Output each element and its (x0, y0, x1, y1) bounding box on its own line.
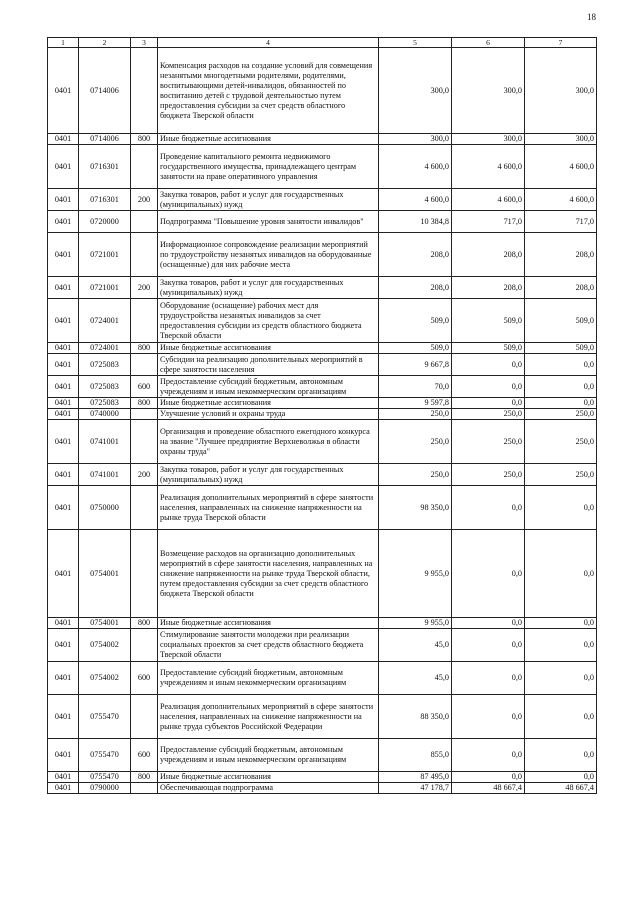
section-code-cell: 0401 (48, 354, 79, 376)
expense-type-cell (131, 695, 158, 739)
amount-year-1-cell: 9 955,0 (379, 618, 452, 629)
table-row (48, 233, 597, 277)
amount-year-2-cell: 0,0 (452, 486, 525, 530)
section-code-cell: 0401 (48, 277, 79, 299)
amount-year-1-cell: 9 597,8 (379, 398, 452, 409)
target-code-cell: 0754001 (79, 618, 131, 629)
target-code-cell: 0754002 (79, 629, 131, 662)
target-code-cell: 0750000 (79, 486, 131, 530)
table-body (48, 48, 597, 794)
table-row (48, 211, 597, 233)
section-code-cell: 0401 (48, 145, 79, 189)
expense-type-cell (131, 145, 158, 189)
expense-type-cell (131, 420, 158, 464)
amount-year-3-cell: 4 600,0 (525, 145, 597, 189)
amount-year-3-cell: 208,0 (525, 233, 597, 277)
target-code-cell: 0724001 (79, 299, 131, 343)
amount-year-1-cell: 208,0 (379, 277, 452, 299)
table-row (48, 134, 597, 145)
amount-year-1-cell: 87 495,0 (379, 772, 452, 783)
target-code-cell: 0741001 (79, 464, 131, 486)
table-row (48, 783, 597, 794)
target-code-cell: 0721001 (79, 277, 131, 299)
header-cell: 7 (525, 38, 597, 48)
table-row (48, 409, 597, 420)
expense-type-cell: 200 (131, 189, 158, 211)
amount-year-1-cell: 250,0 (379, 464, 452, 486)
description-cell: Возмещение расходов на организацию дополнительных мероприятий в сфере занятости населения, направленных на снижение напряженности на рынке труда Тверской области, путем предоставления субсидии за счет средств областного бюджета Тверской области (158, 530, 379, 618)
amount-year-3-cell: 48 667,4 (525, 783, 597, 794)
description-cell: Закупка товаров, работ и услуг для государственных (муниципальных) нужд (158, 277, 379, 299)
amount-year-2-cell: 0,0 (452, 618, 525, 629)
description-cell: Стимулирование занятости молодежи при реализации социальных проектов за счет средств областного бюджета Тверской области (158, 629, 379, 662)
description-cell: Иные бюджетные ассигнования (158, 772, 379, 783)
amount-year-2-cell: 4 600,0 (452, 189, 525, 211)
amount-year-1-cell: 45,0 (379, 662, 452, 695)
amount-year-2-cell: 250,0 (452, 464, 525, 486)
table-row (48, 343, 597, 354)
amount-year-1-cell: 208,0 (379, 233, 452, 277)
description-cell: Иные бюджетные ассигнования (158, 134, 379, 145)
amount-year-1-cell: 4 600,0 (379, 145, 452, 189)
section-code-cell: 0401 (48, 464, 79, 486)
target-code-cell: 0740000 (79, 409, 131, 420)
amount-year-2-cell: 4 600,0 (452, 145, 525, 189)
section-code-cell: 0401 (48, 343, 79, 354)
target-code-cell: 0725083 (79, 354, 131, 376)
table-row (48, 189, 597, 211)
table-row (48, 629, 597, 662)
section-code-cell: 0401 (48, 398, 79, 409)
amount-year-2-cell: 509,0 (452, 343, 525, 354)
amount-year-3-cell: 0,0 (525, 486, 597, 530)
expense-type-cell (131, 783, 158, 794)
section-code-cell: 0401 (48, 189, 79, 211)
amount-year-2-cell: 0,0 (452, 662, 525, 695)
description-cell: Информационное сопровождение реализации мероприятий по трудоустройству незанятых инвалидов на оборудованные (оснащенные) для них рабочие места (158, 233, 379, 277)
table-row (48, 739, 597, 772)
expense-type-cell (131, 629, 158, 662)
target-code-cell: 0754001 (79, 530, 131, 618)
description-cell: Реализация дополнительных мероприятий в сфере занятости населения, направленных на снижение напряженности на рынке труда Тверской области (158, 486, 379, 530)
header-cell: 5 (379, 38, 452, 48)
expense-type-cell: 600 (131, 376, 158, 398)
section-code-cell: 0401 (48, 629, 79, 662)
amount-year-2-cell: 509,0 (452, 299, 525, 343)
amount-year-1-cell: 300,0 (379, 134, 452, 145)
target-code-cell: 0716301 (79, 145, 131, 189)
expense-type-cell (131, 299, 158, 343)
amount-year-2-cell: 208,0 (452, 233, 525, 277)
expense-type-cell (131, 233, 158, 277)
expense-type-cell: 800 (131, 134, 158, 145)
description-cell: Компенсация расходов на создание условий для совмещения незанятыми многодетными родителями, родителями, воспитывающими детей-инвалидов, обязанностей по воспитанию детей с трудовой деятельностью путем предоставления субсидии за счет средств областного бюджета Тверской области (158, 48, 379, 134)
amount-year-1-cell: 98 350,0 (379, 486, 452, 530)
amount-year-1-cell: 70,0 (379, 376, 452, 398)
table-row (48, 277, 597, 299)
description-cell: Организация и проведение областного ежегодного конкурса на звание "Лучшее предприятие Верхневолжья в области охраны труда" (158, 420, 379, 464)
amount-year-3-cell: 0,0 (525, 662, 597, 695)
expense-type-cell: 800 (131, 398, 158, 409)
amount-year-3-cell: 0,0 (525, 618, 597, 629)
amount-year-1-cell: 10 384,8 (379, 211, 452, 233)
amount-year-2-cell: 0,0 (452, 695, 525, 739)
description-cell: Проведение капитального ремонта недвижимого государственного имущества, принадлежащего центрам занятости на праве оперативного управления (158, 145, 379, 189)
target-code-cell: 0725083 (79, 376, 131, 398)
expense-type-cell (131, 530, 158, 618)
amount-year-2-cell: 0,0 (452, 376, 525, 398)
amount-year-1-cell: 9 667,8 (379, 354, 452, 376)
amount-year-3-cell: 717,0 (525, 211, 597, 233)
amount-year-3-cell: 208,0 (525, 277, 597, 299)
description-cell: Закупка товаров, работ и услуг для государственных (муниципальных) нужд (158, 189, 379, 211)
section-code-cell: 0401 (48, 409, 79, 420)
section-code-cell: 0401 (48, 48, 79, 134)
table-row (48, 354, 597, 376)
amount-year-2-cell: 0,0 (452, 739, 525, 772)
section-code-cell: 0401 (48, 233, 79, 277)
description-cell: Предоставление субсидий бюджетным, автономным учреждениям и иным некоммерческим организациям (158, 662, 379, 695)
amount-year-2-cell: 48 667,4 (452, 783, 525, 794)
amount-year-2-cell: 0,0 (452, 530, 525, 618)
target-code-cell: 0724001 (79, 343, 131, 354)
expense-type-cell (131, 211, 158, 233)
table-row (48, 376, 597, 398)
amount-year-1-cell: 855,0 (379, 739, 452, 772)
amount-year-2-cell: 717,0 (452, 211, 525, 233)
description-cell: Иные бюджетные ассигнования (158, 343, 379, 354)
amount-year-2-cell: 0,0 (452, 354, 525, 376)
amount-year-3-cell: 250,0 (525, 409, 597, 420)
expense-type-cell (131, 486, 158, 530)
description-cell: Оборудование (оснащение) рабочих мест для трудоустройства незанятых инвалидов за счет предоставления субсидии из средств областного бюджета Тверской области (158, 299, 379, 343)
description-cell: Закупка товаров, работ и услуг для государственных (муниципальных) нужд (158, 464, 379, 486)
amount-year-1-cell: 509,0 (379, 299, 452, 343)
section-code-cell: 0401 (48, 783, 79, 794)
section-code-cell: 0401 (48, 486, 79, 530)
amount-year-3-cell: 509,0 (525, 299, 597, 343)
amount-year-3-cell: 300,0 (525, 134, 597, 145)
amount-year-1-cell: 45,0 (379, 629, 452, 662)
target-code-cell: 0755470 (79, 772, 131, 783)
target-code-cell: 0720000 (79, 211, 131, 233)
table-row (48, 420, 597, 464)
amount-year-1-cell: 47 178,7 (379, 783, 452, 794)
amount-year-3-cell: 0,0 (525, 530, 597, 618)
header-row (48, 38, 597, 48)
section-code-cell: 0401 (48, 618, 79, 629)
target-code-cell: 0716301 (79, 189, 131, 211)
target-code-cell: 0754002 (79, 662, 131, 695)
header-cell: 3 (131, 38, 158, 48)
description-cell: Обеспечивающая подпрограмма (158, 783, 379, 794)
header-cell: 6 (452, 38, 525, 48)
expense-type-cell: 600 (131, 662, 158, 695)
target-code-cell: 0714006 (79, 48, 131, 134)
header-cell: 4 (158, 38, 379, 48)
amount-year-2-cell: 208,0 (452, 277, 525, 299)
budget-table (47, 37, 597, 794)
expense-type-cell (131, 354, 158, 376)
section-code-cell: 0401 (48, 739, 79, 772)
amount-year-3-cell: 250,0 (525, 464, 597, 486)
expense-type-cell: 600 (131, 739, 158, 772)
target-code-cell: 0725083 (79, 398, 131, 409)
target-code-cell: 0714006 (79, 134, 131, 145)
amount-year-3-cell: 300,0 (525, 48, 597, 134)
amount-year-3-cell: 0,0 (525, 629, 597, 662)
target-code-cell: 0755470 (79, 739, 131, 772)
target-code-cell: 0741001 (79, 420, 131, 464)
table-header (48, 38, 597, 48)
table-row (48, 145, 597, 189)
expense-type-cell: 800 (131, 618, 158, 629)
table-row (48, 398, 597, 409)
amount-year-3-cell: 0,0 (525, 398, 597, 409)
target-code-cell: 0755470 (79, 695, 131, 739)
description-cell: Реализация дополнительных мероприятий в сфере занятости населения, направленных на снижение напряженности на рынке труда субъектов Российской Федерации (158, 695, 379, 739)
expense-type-cell: 800 (131, 343, 158, 354)
page-number: 18 (587, 12, 596, 22)
expense-type-cell: 800 (131, 772, 158, 783)
amount-year-3-cell: 509,0 (525, 343, 597, 354)
amount-year-3-cell: 0,0 (525, 695, 597, 739)
amount-year-3-cell: 0,0 (525, 376, 597, 398)
expense-type-cell (131, 409, 158, 420)
header-cell: 2 (79, 38, 131, 48)
amount-year-1-cell: 250,0 (379, 420, 452, 464)
amount-year-1-cell: 300,0 (379, 48, 452, 134)
target-code-cell: 0790000 (79, 783, 131, 794)
description-cell: Улучшение условий и охраны труда (158, 409, 379, 420)
description-cell: Субсидии на реализацию дополнительных мероприятий в сфере занятости населения (158, 354, 379, 376)
amount-year-2-cell: 0,0 (452, 629, 525, 662)
description-cell: Предоставление субсидий бюджетным, автономным учреждениям и иным некоммерческим организациям (158, 739, 379, 772)
expense-type-cell: 200 (131, 464, 158, 486)
description-cell: Иные бюджетные ассигнования (158, 398, 379, 409)
amount-year-1-cell: 9 955,0 (379, 530, 452, 618)
amount-year-1-cell: 250,0 (379, 409, 452, 420)
amount-year-1-cell: 4 600,0 (379, 189, 452, 211)
amount-year-2-cell: 300,0 (452, 134, 525, 145)
table-row (48, 695, 597, 739)
section-code-cell: 0401 (48, 530, 79, 618)
amount-year-2-cell: 300,0 (452, 48, 525, 134)
amount-year-3-cell: 4 600,0 (525, 189, 597, 211)
table-row (48, 299, 597, 343)
table-row (48, 772, 597, 783)
description-cell: Иные бюджетные ассигнования (158, 618, 379, 629)
section-code-cell: 0401 (48, 376, 79, 398)
target-code-cell: 0721001 (79, 233, 131, 277)
table-row (48, 464, 597, 486)
amount-year-3-cell: 0,0 (525, 772, 597, 783)
description-cell: Предоставление субсидий бюджетным, автономным учреждениям и иным некоммерческим организациям (158, 376, 379, 398)
amount-year-2-cell: 250,0 (452, 420, 525, 464)
amount-year-3-cell: 0,0 (525, 739, 597, 772)
table-row (48, 530, 597, 618)
amount-year-2-cell: 0,0 (452, 772, 525, 783)
amount-year-3-cell: 250,0 (525, 420, 597, 464)
description-cell: Подпрограмма "Повышение уровня занятости инвалидов" (158, 211, 379, 233)
expense-type-cell: 200 (131, 277, 158, 299)
header-cell: 1 (48, 38, 79, 48)
table-row (48, 662, 597, 695)
table-row (48, 618, 597, 629)
amount-year-2-cell: 0,0 (452, 398, 525, 409)
amount-year-1-cell: 88 350,0 (379, 695, 452, 739)
section-code-cell: 0401 (48, 695, 79, 739)
amount-year-2-cell: 250,0 (452, 409, 525, 420)
section-code-cell: 0401 (48, 420, 79, 464)
table-row (48, 48, 597, 134)
amount-year-1-cell: 509,0 (379, 343, 452, 354)
amount-year-3-cell: 0,0 (525, 354, 597, 376)
section-code-cell: 0401 (48, 211, 79, 233)
section-code-cell: 0401 (48, 662, 79, 695)
table-row (48, 486, 597, 530)
section-code-cell: 0401 (48, 772, 79, 783)
section-code-cell: 0401 (48, 134, 79, 145)
section-code-cell: 0401 (48, 299, 79, 343)
expense-type-cell (131, 48, 158, 134)
